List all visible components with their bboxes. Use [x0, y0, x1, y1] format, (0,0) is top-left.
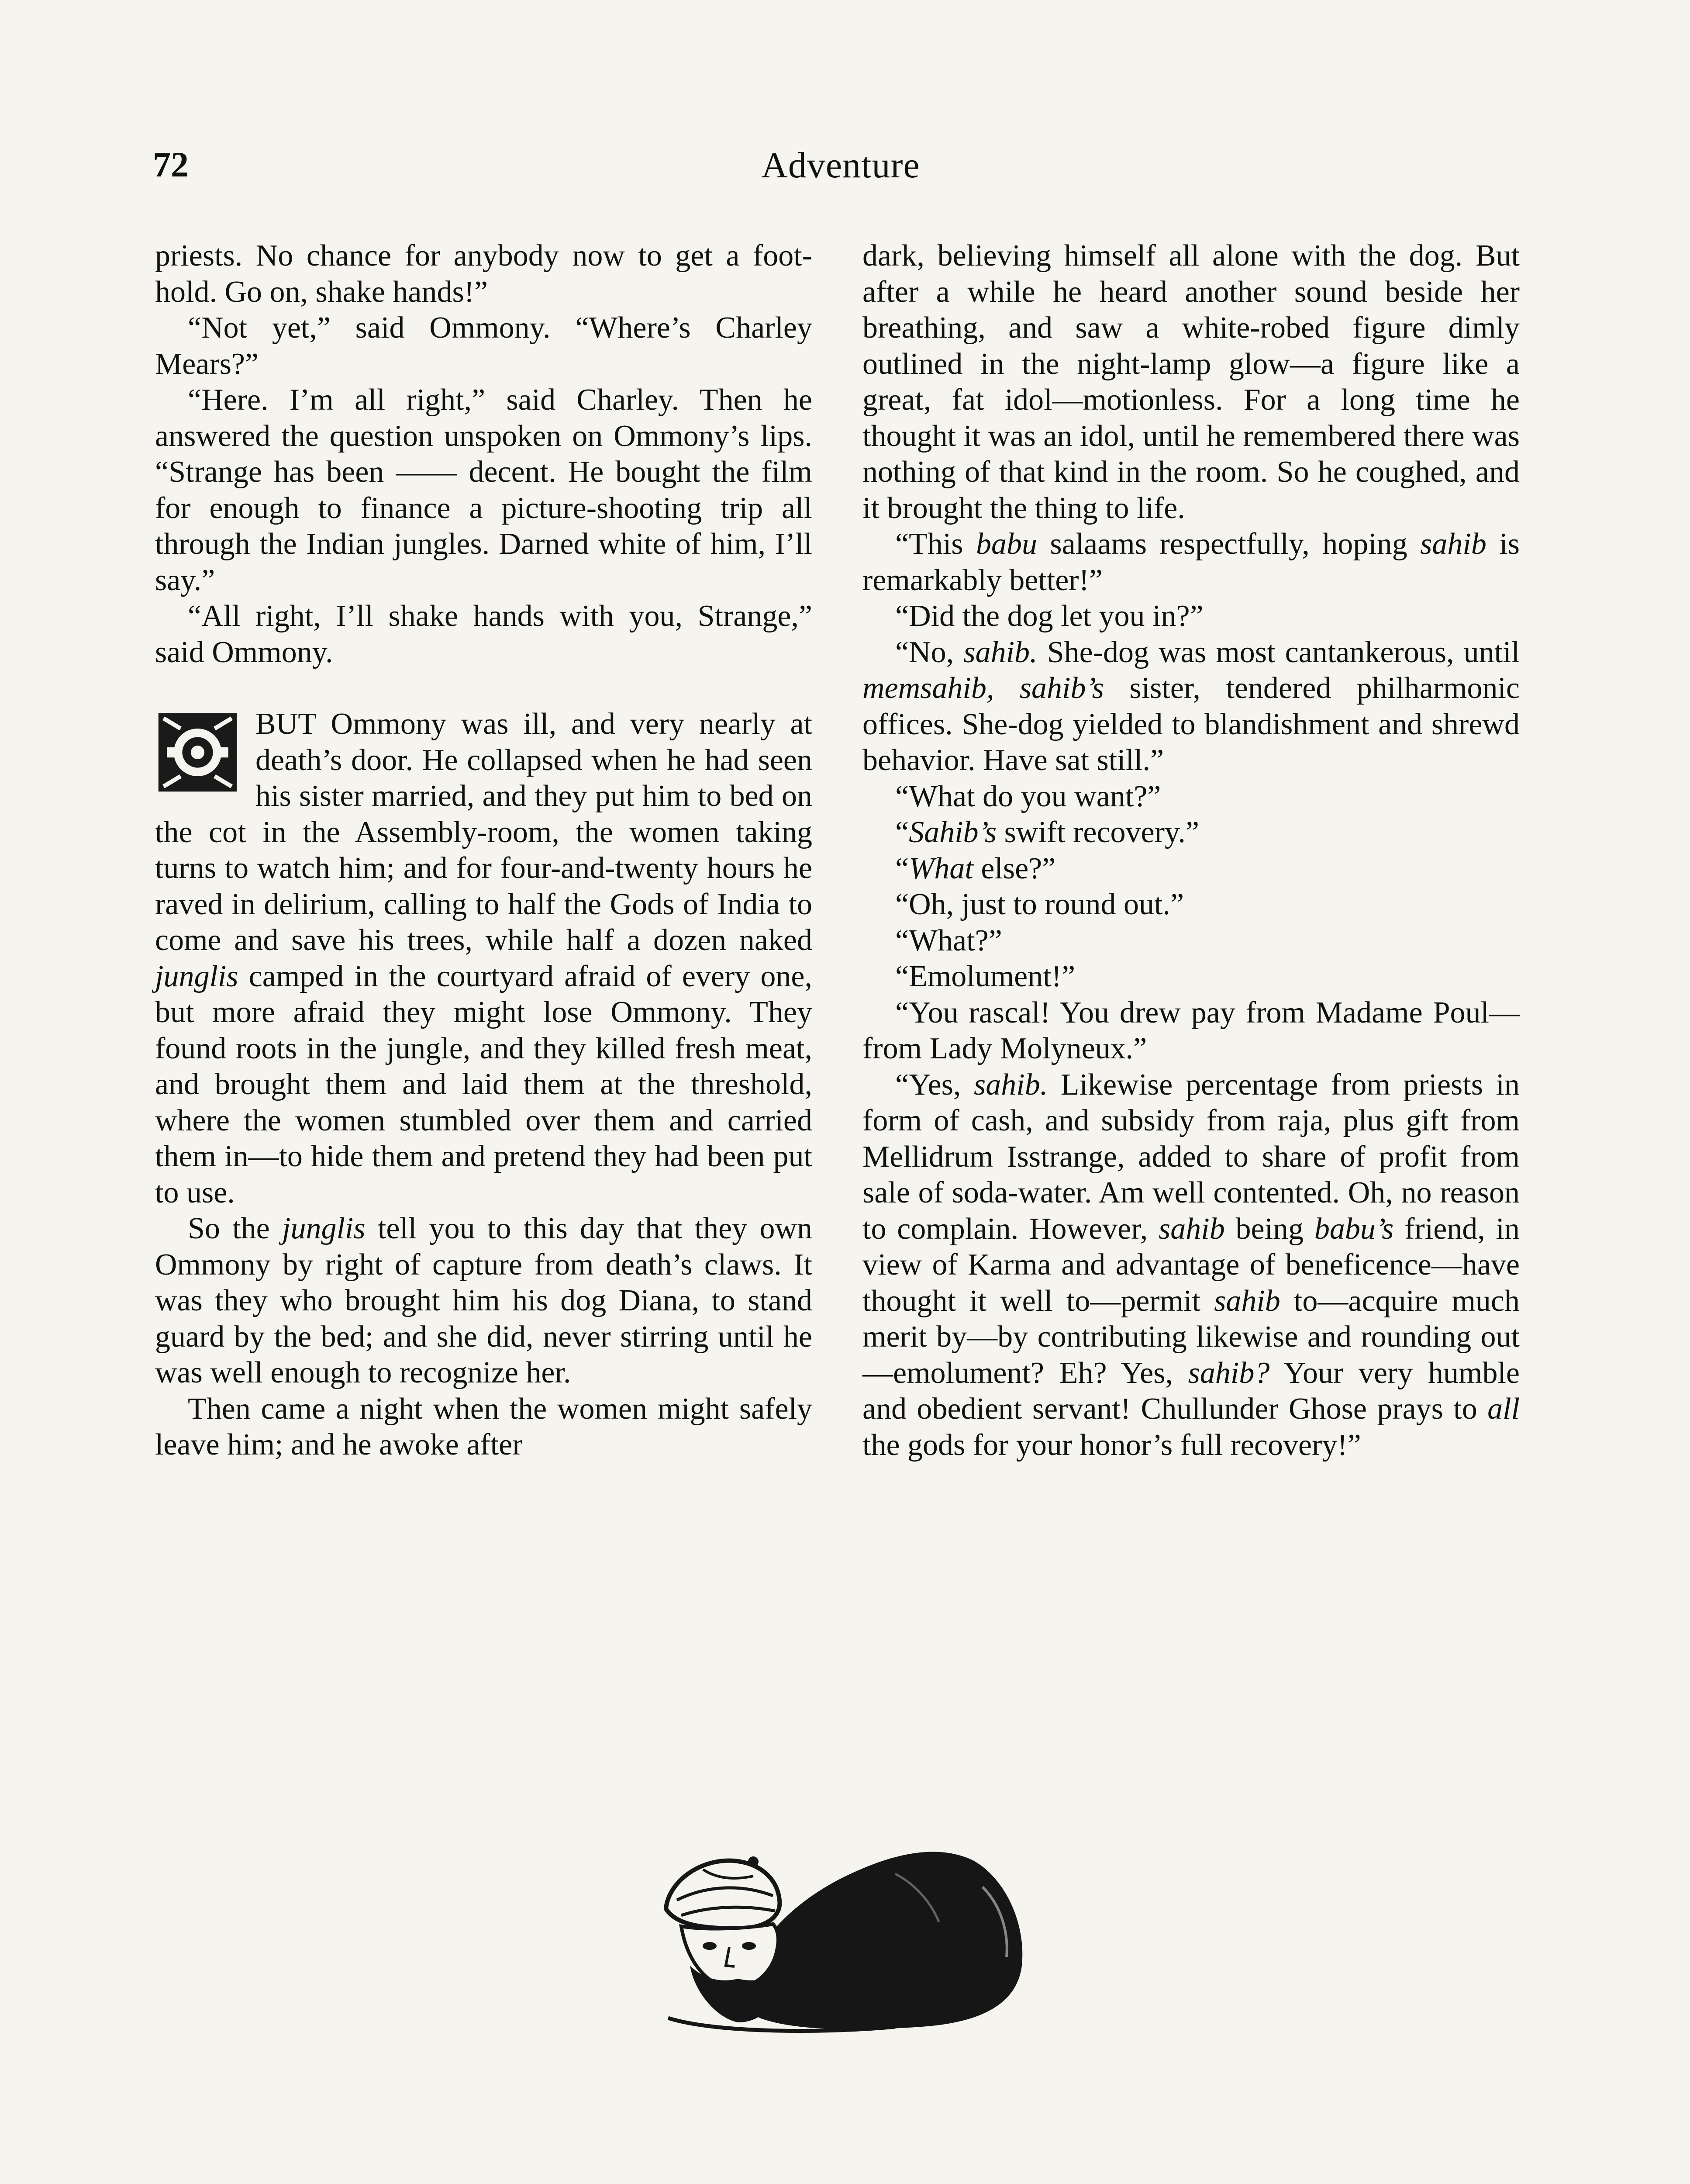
- paragraph: priests. No chance for anybody now to get a foot-hold. Go on, shake hands!”: [155, 239, 812, 309]
- paragraph: “This babu salaams respectfully, hoping sahib is remarkably better!”: [862, 527, 1520, 597]
- paragraph: “What else?”: [895, 851, 1056, 885]
- paragraph: “Yes, sahib. Likewise percentage from priests in form of cash, and subsidy from raja, plus gift from Mellidrum Isstrange, added to share of profit from sale of soda-water. Am well contented. Oh, no reason to complain. However, sahib being babu’s friend, in view of Karma and advantage of beneficence—have thought it well to—permit sahib to—acquire much merit by—by contributing likewise and rounding out—emolument? Eh? Yes, sahib? Your very humble and obedient servant! Chullunder Ghose prays to all the gods for your honor’s full recovery!”: [862, 1068, 1520, 1462]
- paragraph: “What?”: [895, 923, 1002, 957]
- paragraph: “All right, I’ll shake hands with you, Strange,” said Ommony.: [155, 599, 812, 669]
- section-opening-paragraph: BUT Ommony was ill, and very nearly at death’s door. He collapsed when he had seen his sister married, and they put him to bed on the cot in the Assembly-room, the women taking turns to watch him; and for four-and-twenty hours he raved in delirium, calling to half the Gods of India to come and save his trees, while half a dozen naked junglis camped in the courtyard afraid of every one, but more afraid they might lose Ommony. They found roots in the jungle, and they killed fresh meat, and brought them and laid them at the threshold, where the women stumbled over them and carried them in—to hide them and pretend they had been put to use.: [155, 707, 812, 1209]
- paragraph: “Emolument!”: [895, 960, 1076, 993]
- paragraph: “What do you want?”: [895, 779, 1161, 813]
- paragraph: dark, believing himself all alone with the dog. But after a while he heard another sound beside her breathing, and saw a white-robed figure dimly outlined in the night-lamp glow—a figure like a great, fat idol—motionless. For a long time he thought it was an idol, until he remembered there was nothing of that kind in the room. So he coughed, and it brought the thing to life.: [862, 239, 1520, 525]
- paragraph: So the junglis tell you to this day that they own Ommony by right of capture from death’s claws. It was they who brought him his dog Diana, to stand guard by the bed; and she did, never stirring until he was well enough to recognize her.: [155, 1212, 813, 1389]
- paragraph: “Here. I’m all right,” said Charley. Then he answered the question unspoken on Ommony’s lips. “Strange has been —— decent. He bought the film for enough to finance a picture-shooting trip all through the Indian jungles. Darned white of him, I’ll say.”: [155, 383, 812, 597]
- ornament-icon: [155, 710, 240, 795]
- turbaned-man-illustration: [651, 1835, 1035, 2035]
- page-number: 72: [153, 145, 189, 184]
- paragraph: “No, sahib. She-dog was most cantankerous, until memsahib, sahib’s sister, tendered philharmonic offices. She-dog yielded to blandishment and shrewd behavior. Have sat still.”: [862, 635, 1520, 777]
- left-column: [155, 238, 812, 1463]
- paragraph: “Sahib’s swift recovery.”: [895, 816, 1199, 849]
- paragraph: Then came a night when the women might safely leave him; and he awoke after: [155, 1392, 812, 1462]
- paragraph: “Not yet,” said Ommony. “Where’s Charley Mears?”: [155, 311, 812, 381]
- paragraph: “Did the dog let you in?”: [895, 599, 1204, 633]
- paragraph: “You rascal! You drew pay from Madame Poul—from Lady Molyneux.”: [862, 995, 1520, 1065]
- paragraph: “Oh, just to round out.”: [895, 888, 1184, 921]
- right-column: [862, 238, 1520, 1463]
- page-header: [153, 144, 1528, 201]
- running-title: Adventure: [761, 145, 920, 186]
